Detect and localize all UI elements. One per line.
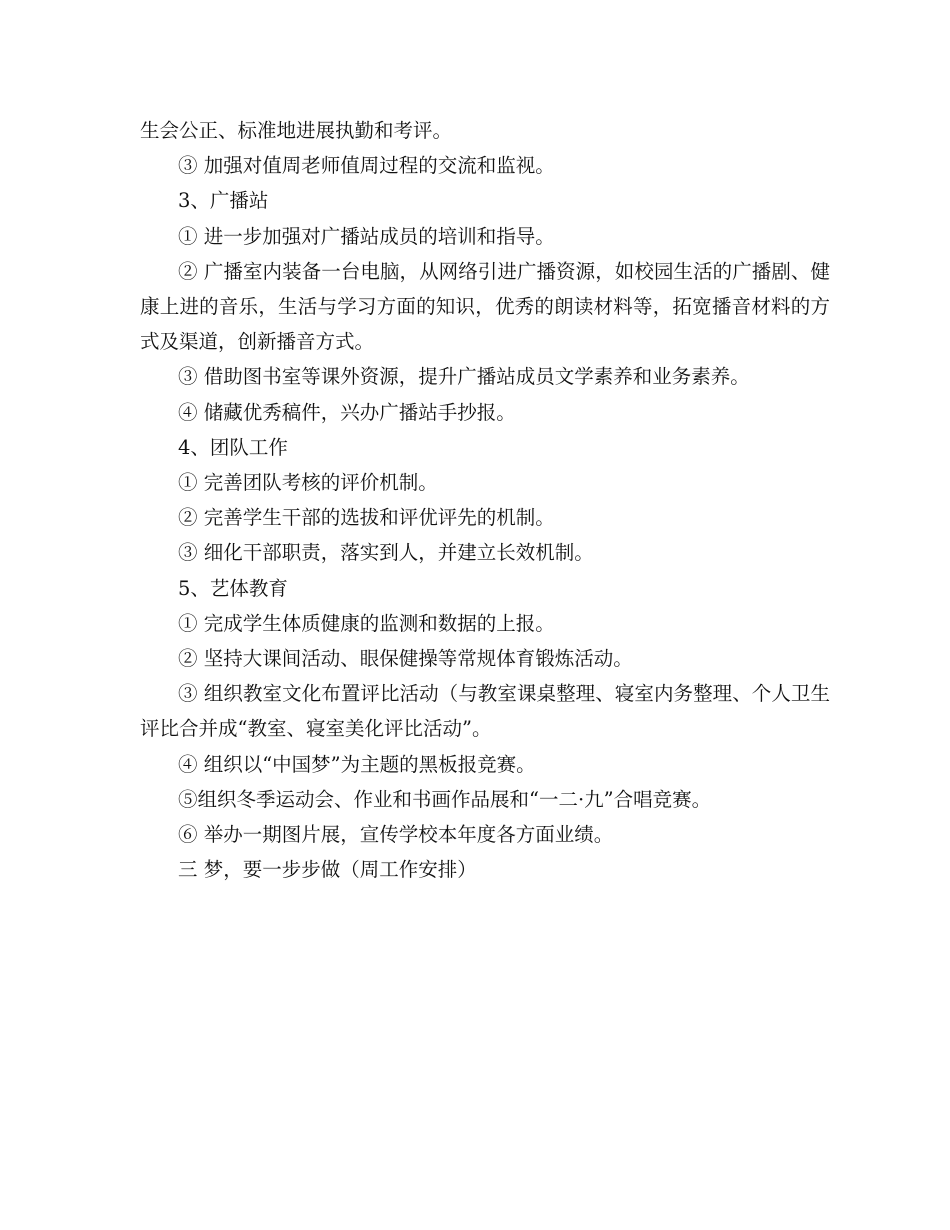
paragraph: ③ 组织教室文化布置评比活动（与教室课桌整理、寝室内务整理、个人卫生评比合并成“教室、寝室美化评比活动”。 (140, 682, 830, 741)
document-body (140, 113, 830, 887)
paragraph: ① 完善团队考核的评价机制。 (178, 471, 438, 495)
paragraph: ① 完成学生体质健康的监测和数据的上报。 (178, 611, 555, 635)
paragraph: ③ 加强对值周老师值周过程的交流和监视。 (178, 154, 555, 178)
paragraph: ① 进一步加强对广播站成员的培训和指导。 (178, 224, 555, 248)
paragraph: ③ 借助图书室等课外资源，提升广播站成员文学素养和业务素养。 (178, 365, 750, 389)
section-heading-arts-sports: 5、艺体教育 (178, 576, 288, 600)
paragraph: ③ 细化干部职责，落实到人，并建立长效机制。 (178, 541, 594, 565)
paragraph: ④ 组织以“中国梦”为主题的黑板报竞赛。 (178, 752, 536, 776)
paragraph: ⑤组织冬季运动会、作业和书画作品展和“一二·九”合唱竞赛。 (178, 787, 712, 811)
paragraph: ② 坚持大课间活动、眼保健操等常规体育锻炼活动。 (178, 647, 633, 671)
section-heading-weekly-plan: 三 梦，要一步步做（周工作安排） (178, 858, 477, 882)
section-heading-broadcast: 3、广播站 (178, 189, 269, 213)
paragraph: ② 广播室内装备一台电脑，从网络引进广播资源，如校园生活的广播剧、健康上进的音乐，生活与学习方面的知识，优秀的朗读材料等，拓宽播音材料的方式及渠道，创新播音方式。 (140, 259, 830, 354)
paragraph: ② 完善学生干部的选拔和评优评先的机制。 (178, 506, 555, 530)
paragraph: ⑥ 举办一期图片展，宣传学校本年度各方面业绩。 (178, 823, 614, 847)
paragraph: 生会公正、标准地进展执勤和考评。 (140, 119, 453, 142)
section-heading-team-work: 4、团队工作 (178, 435, 288, 459)
paragraph: ④ 储藏优秀稿件，兴办广播站手抄报。 (178, 400, 516, 424)
